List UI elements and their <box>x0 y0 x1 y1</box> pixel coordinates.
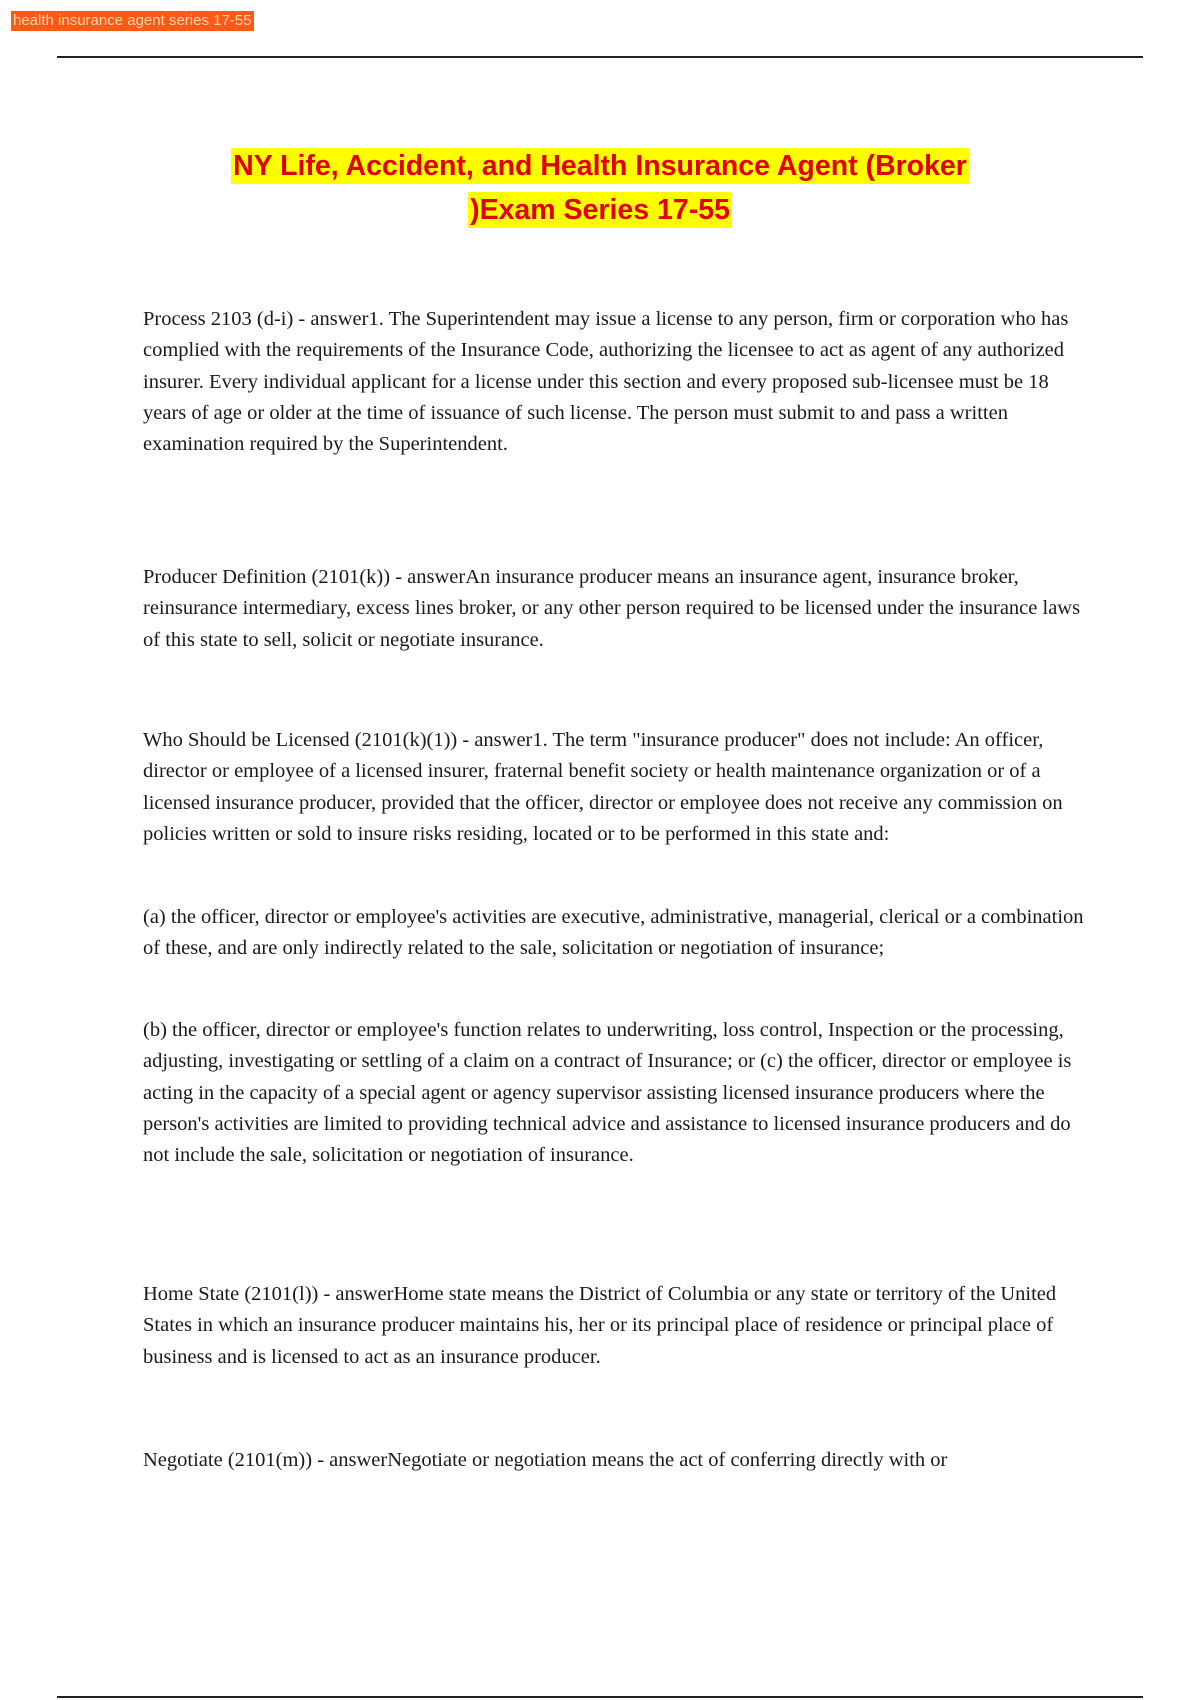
title-line-2: )Exam Series 17-55 <box>470 194 730 226</box>
paragraph-producer-definition: Producer Definition (2101(k)) - answerAn insurance producer means an insurance agent, insurance broker, reinsurance intermediary, excess lines broker, or any other person required to be licensed under the insurance laws of this state to sell, solicit or negotiate insurance. <box>143 566 1081 651</box>
bottom-divider <box>57 1696 1143 1698</box>
paragraph-negotiate: Negotiate (2101(m)) - answerNegotiate or negotiation means the act of conferring directly with or <box>143 1449 948 1471</box>
top-divider <box>57 56 1143 58</box>
title-line-1: NY Life, Accident, and Health Insurance Agent (Broker <box>233 150 967 182</box>
paragraph-home-state: Home State (2101(l)) - answerHome state means the District of Columbia or any state or territory of the United States in which an insurance producer maintains his, her or its principal place of residence or principal place of business and is licensed to act as an insurance producer. <box>143 1283 1057 1368</box>
header-tag: health insurance agent series 17-55 <box>13 12 252 29</box>
paragraph-who-should-be-licensed: Who Should be Licensed (2101(k)(1)) - answer1. The term "insurance producer" does not include: An officer, director or employee of a licensed insurer, fraternal benefit society or health maintenance organization or of a licensed insurance producer, provided that the officer, director or employee does not receive any commission on policies written or sold to insure risks residing, located or to be performed in this state and: <box>143 729 1063 845</box>
paragraph-process-2103: Process 2103 (d-i) - answer1. The Superintendent may issue a license to any person, firm or corporation who has complied with the requirements of the Insurance Code, authorizing the licensee to act as agent of any authorized insurer. Every individual applicant for a license under this section and every proposed sub-licensee must be 18 years of age or older at the time of issuance of such license. The person must submit to and pass a written examination required by the Superintendent. <box>143 308 1069 456</box>
paragraph-clause-a: (a) the officer, director or employee's activities are executive, administrative, managerial, clerical or a combination of these, and are only indirectly related to the sale, solicitation or negotiation of insurance; <box>143 906 1084 960</box>
paragraph-clause-b-c: (b) the officer, director or employee's function relates to underwriting, loss control, Inspection or the processing, adjusting, investigating or settling of a claim on a contract of Insurance; or (c) the officer, director or employee is acting in the capacity of a special agent or agency supervisor assisting licensed insurance producers where the person's activities are limited to providing technical advice and assistance to licensed insurance producers and do not include the sale, solicitation or negotiation of insurance. <box>143 1019 1072 1167</box>
document-title <box>100 144 1100 232</box>
